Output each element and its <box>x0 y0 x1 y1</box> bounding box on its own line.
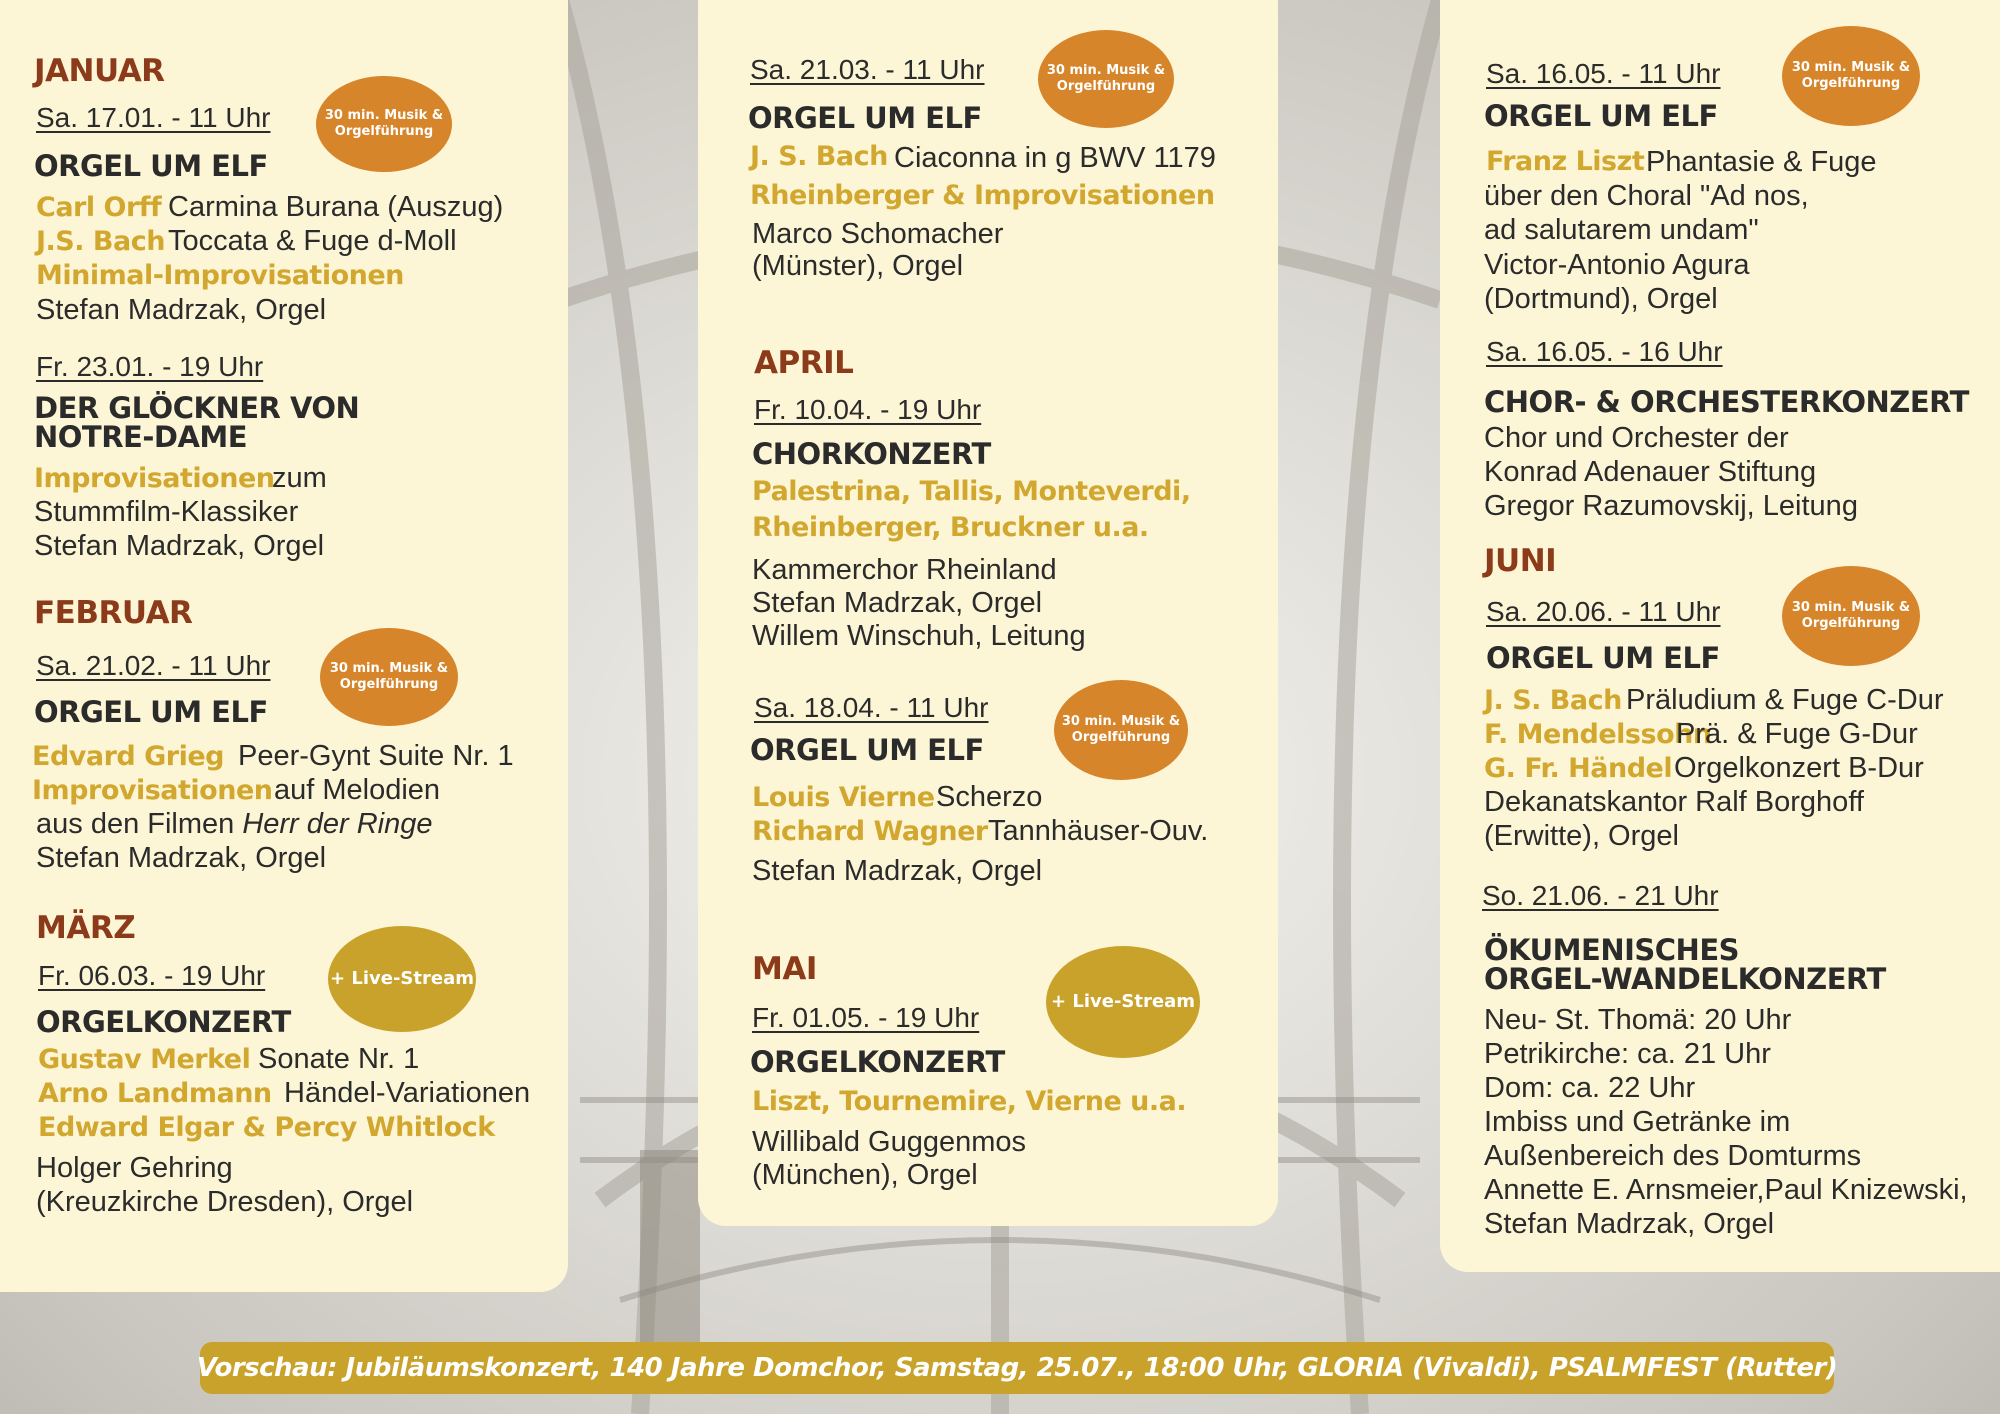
info-badge: 30 min. Musik & Orgelführung <box>1038 30 1174 128</box>
info-badge: 30 min. Musik & Orgelführung <box>1782 26 1920 126</box>
composer: J.S. Bach <box>36 226 165 257</box>
preview-banner <box>196 1342 1838 1394</box>
event-date: Sa. 21.03. - 11 Uhr <box>750 54 985 85</box>
info-line: Petrikirche: ca. 21 Uhr <box>1484 1038 1771 1070</box>
event-title: NOTRE-DAME <box>34 420 248 454</box>
work: Tannhäuser-Ouv. <box>988 815 1209 847</box>
month-april: APRIL <box>754 345 854 381</box>
performer: Chor und Orchester der <box>1484 422 1789 454</box>
performer: (Erwitte), Orgel <box>1484 820 1679 852</box>
performer: (Kreuzkirche Dresden), Orgel <box>36 1186 414 1218</box>
performer: Stefan Madrzak, Orgel <box>36 842 327 874</box>
event-date: Fr. 06.03. - 19 Uhr <box>38 960 266 991</box>
composer: G. Fr. Händel <box>1484 753 1673 784</box>
event-date: Fr. 23.01. - 19 Uhr <box>36 351 264 382</box>
performer: Willibald Guggenmos <box>752 1126 1027 1158</box>
performer: Stefan Madrzak, Orgel <box>752 587 1043 619</box>
performer: Stefan Madrzak, Orgel <box>36 294 327 326</box>
event-date: So. 21.06. - 21 Uhr <box>1482 880 1719 911</box>
info-line: Imbiss und Getränke im <box>1484 1106 1791 1138</box>
live-stream-badge: + Live-Stream <box>328 926 476 1032</box>
event-date: Sa. 18.04. - 11 Uhr <box>754 692 989 723</box>
info-line: Annette E. Arnsmeier,Paul Knizewski, <box>1484 1174 1968 1206</box>
composer: Richard Wagner <box>752 816 988 847</box>
event-title: ORGEL UM ELF <box>1484 99 1718 133</box>
event-title: ORGEL UM ELF <box>34 149 268 183</box>
month-maerz: MÄRZ <box>36 910 136 946</box>
composer: Improvisationen <box>32 775 273 806</box>
composer: Edvard Grieg <box>32 741 225 772</box>
work: Prä. & Fuge G-Dur <box>1676 718 1918 750</box>
info-badge: 30 min. Musik & Orgelführung <box>1782 566 1920 666</box>
work: Phantasie & Fuge <box>1646 146 1877 178</box>
work: über den Choral "Ad nos, <box>1484 180 1809 212</box>
event-title: CHOR- & ORCHESTERKONZERT <box>1484 385 1969 419</box>
composer: Liszt, Tournemire, Vierne u.a. <box>752 1086 1187 1117</box>
month-januar: JANUAR <box>34 53 165 89</box>
performer: (Münster), Orgel <box>752 250 964 282</box>
composer: Gustav Merkel <box>38 1044 251 1075</box>
info-line: Dom: ca. 22 Uhr <box>1484 1072 1696 1104</box>
composer: Edward Elgar & Percy Whitlock <box>38 1112 495 1143</box>
info-line: Neu- St. Thomä: 20 Uhr <box>1484 1004 1792 1036</box>
event-title: ORGELKONZERT <box>750 1045 1005 1079</box>
composer: Rheinberger, Bruckner u.a. <box>752 512 1149 543</box>
composer: Arno Landmann <box>38 1078 272 1109</box>
month-mai: MAI <box>752 951 817 987</box>
work: Scherzo <box>936 781 1043 813</box>
work: Stummfilm-Klassiker <box>34 496 299 528</box>
work: Orgelkonzert B-Dur <box>1674 752 1924 784</box>
info-badge: 30 min. Musik & Orgelführung <box>320 628 458 726</box>
performer: Stefan Madrzak, Orgel <box>34 530 325 562</box>
info-badge: 30 min. Musik & Orgelführung <box>316 76 452 172</box>
performer: Kammerchor Rheinland <box>752 554 1057 586</box>
performer: Victor-Antonio Agura <box>1484 249 1750 281</box>
work: Präludium & Fuge C-Dur <box>1626 684 1944 716</box>
performer: Gregor Razumovskij, Leitung <box>1484 490 1858 522</box>
program-column-3 <box>1440 0 2000 1272</box>
composer: F. Mendelssohn <box>1484 719 1712 750</box>
event-date: Sa. 16.05. - 16 Uhr <box>1486 336 1723 367</box>
composer: Rheinberger & Improvisationen <box>750 180 1215 211</box>
event-title: ORGEL UM ELF <box>34 695 268 729</box>
info-line: Außenbereich des Domturms <box>1484 1140 1862 1172</box>
event-title: ORGEL UM ELF <box>748 101 982 135</box>
work: Ciaconna in g BWV 1179 <box>894 142 1216 174</box>
composer: J. S. Bach <box>750 141 888 172</box>
composer: Carl Orff <box>36 192 162 223</box>
month-februar: FEBRUAR <box>34 595 193 631</box>
work: Händel-Variationen <box>284 1077 531 1109</box>
composer: Palestrina, Tallis, Monteverdi, <box>752 476 1191 507</box>
work: Carmina Burana (Auszug) <box>168 191 504 223</box>
performer: (Dortmund), Orgel <box>1484 283 1718 315</box>
live-stream-badge: + Live-Stream <box>1046 946 1200 1058</box>
event-date: Fr. 01.05. - 19 Uhr <box>752 1002 980 1033</box>
work: Sonate Nr. 1 <box>258 1043 420 1075</box>
performer: Marco Schomacher <box>752 218 1004 250</box>
composer: Improvisationen <box>34 463 275 494</box>
composer: Minimal-Improvisationen <box>36 260 404 291</box>
program-column-1 <box>0 0 568 1292</box>
info-badge: 30 min. Musik & Orgelführung <box>1054 680 1188 780</box>
work: zum <box>272 462 327 494</box>
work: aus den Filmen Herr der Ringe <box>36 808 433 840</box>
month-juni: JUNI <box>1484 543 1557 579</box>
event-title: CHORKONZERT <box>752 437 991 471</box>
work: ad salutarem undam" <box>1484 214 1759 246</box>
program-column-2 <box>698 0 1278 1226</box>
event-title: ORGEL-WANDELKONZERT <box>1484 962 1886 996</box>
preview-text: Vorschau: Jubiläumskonzert, 140 Jahre Domchor, Samstag, 25.07., 18:00 Uhr, GLORIA (Vivaldi), PSALMFEST (Rutter) <box>196 1353 1838 1383</box>
performer: (München), Orgel <box>752 1159 978 1191</box>
composer: Franz Liszt <box>1486 146 1645 177</box>
performer: Willem Winschuh, Leitung <box>752 620 1086 652</box>
work: Toccata & Fuge d-Moll <box>168 225 457 257</box>
performer: Dekanatskantor Ralf Borghoff <box>1484 786 1864 818</box>
performer: Stefan Madrzak, Orgel <box>752 855 1043 887</box>
event-title: ORGEL UM ELF <box>750 733 984 767</box>
event-date: Sa. 21.02. - 11 Uhr <box>36 650 271 681</box>
event-date: Sa. 20.06. - 11 Uhr <box>1486 596 1721 627</box>
event-date: Sa. 16.05. - 11 Uhr <box>1486 58 1721 89</box>
event-title: DER GLÖCKNER VON <box>34 391 360 425</box>
event-date: Sa. 17.01. - 11 Uhr <box>36 102 271 133</box>
performer: Holger Gehring <box>36 1152 233 1184</box>
performer: Konrad Adenauer Stiftung <box>1484 456 1817 488</box>
event-title: ORGELKONZERT <box>36 1005 291 1039</box>
composer: Louis Vierne <box>752 782 935 813</box>
event-title: ORGEL UM ELF <box>1486 641 1720 675</box>
work: Peer-Gynt Suite Nr. 1 <box>238 740 514 772</box>
composer: J. S. Bach <box>1484 685 1622 716</box>
work: auf Melodien <box>274 774 441 806</box>
performer: Stefan Madrzak, Orgel <box>1484 1208 1775 1240</box>
event-date: Fr. 10.04. - 19 Uhr <box>754 394 982 425</box>
event-title: ÖKUMENISCHES <box>1484 933 1740 967</box>
